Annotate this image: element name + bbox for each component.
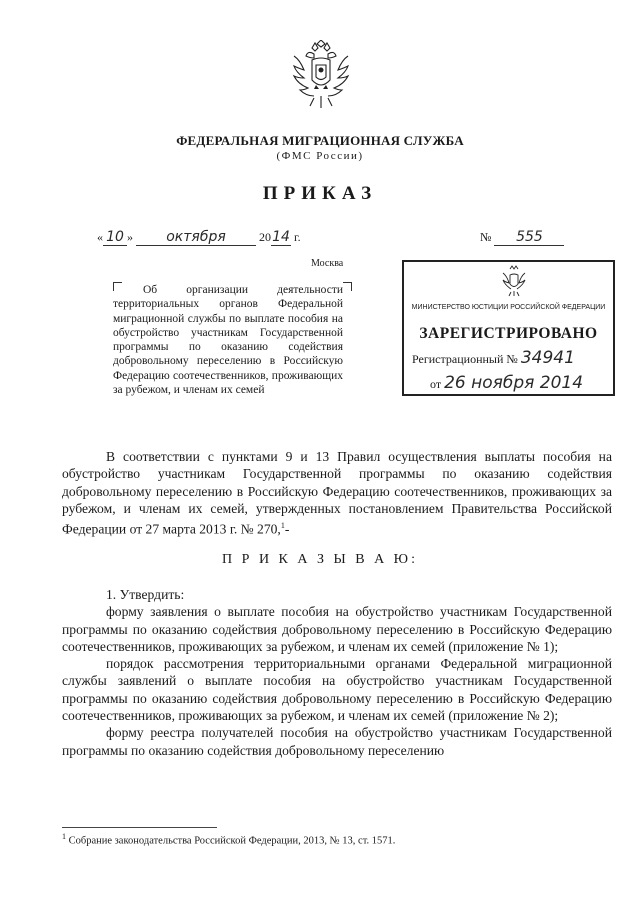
footnote-text: Собрание законодательства Российской Федерации, 2013, № 13, ст. 1571. <box>68 835 396 847</box>
order-number <box>480 229 564 246</box>
agency-short-name: (ФМС России) <box>276 150 364 162</box>
stamp-date-prefix: от <box>430 377 442 391</box>
stamp-reg-number: 34941 <box>520 348 575 368</box>
decree-items <box>62 586 612 759</box>
date-year-mark: г. <box>294 230 301 244</box>
stamp-ministry: МИНИСТЕРСТВО ЮСТИЦИИ РОССИЙСКОЙ ФЕДЕРАЦИИ <box>411 304 606 311</box>
item-1a: форму заявления о выплате пособия на обустройство участникам Государственной программы по оказанию содействия добровольному переселению в Российскую Федерацию соотечественников, проживающих за рубежом, и членам их семей (приложение № 1); <box>62 604 612 654</box>
footnote <box>62 832 395 847</box>
order-subject: Об организации деятельности территориальных органов Федеральной миграционной службы по выплате пособия на обустройство участникам Государственной программы по оказанию содействия добровольному переселению в Российскую Федерацию соотечественников, проживающих за рубежом, и членам их семей <box>113 284 343 397</box>
item-1b: порядок рассмотрения территориальными органами Федеральной миграционной службы заявлений о выплате пособия на обустройство участникам Государственной программы по оказанию содействия добровольному переселению в Российскую Федерацию соотечественников, проживающих за рубежом, и членам их семей (приложение № 2); <box>62 656 612 724</box>
subject-bracket-right <box>343 282 352 291</box>
item-1c: форму реестра получателей пособия на обустройство участникам Государственной программы по оказанию содействия добровольному переселению <box>62 725 612 758</box>
date-year-prefix: 20 <box>259 230 271 244</box>
stamp-reg-line <box>412 348 575 368</box>
preamble-text: В соответствии с пунктами 9 и 13 Правил осуществления выплаты пособия на обустройство участникам Государственной программы по оказанию содействия добровольному переселению в Российскую Федерацию соотечественников, проживающих за рубежом, и членам их семей, утвержденных постановлением Правительства Российской Федерации от 27 марта 2013 г. № 270, <box>62 449 612 537</box>
stamp-date-value: 26 ноября 2014 <box>444 373 584 393</box>
footnote-mark: 1 <box>62 832 66 841</box>
stamp-registered: ЗАРЕГИСТРИРОВАНО <box>419 325 598 342</box>
document-title: ПРИКАЗ <box>262 183 378 204</box>
decree-heading: П Р И К А З Ы В А Ю: <box>222 552 418 567</box>
footnote-separator <box>62 827 217 828</box>
preamble-footnote-ref: 1 <box>280 521 285 531</box>
preamble-paragraph <box>62 448 612 538</box>
date-month: октября <box>136 229 256 246</box>
preamble-end: - <box>284 521 290 537</box>
stamp-date-line <box>430 373 583 393</box>
agency-name: ФЕДЕРАЛЬНАЯ МИГРАЦИОННАЯ СЛУЖБА <box>176 133 464 148</box>
date-year-suffix: 14 <box>272 229 290 245</box>
order-date <box>97 229 301 246</box>
date-day: 10 <box>103 229 127 246</box>
number-prefix: № <box>480 230 492 244</box>
stamp-emblem-icon <box>500 265 528 297</box>
coat-of-arms-emblem <box>290 40 352 110</box>
registration-stamp <box>402 260 615 396</box>
stamp-reg-label: Регистрационный № <box>412 352 518 366</box>
item-1: 1. Утвердить: <box>106 587 185 602</box>
number-value: 555 <box>494 229 564 246</box>
city: Москва <box>311 258 344 269</box>
date-open-quote: « <box>97 230 103 244</box>
date-close-quote: » <box>127 230 133 244</box>
